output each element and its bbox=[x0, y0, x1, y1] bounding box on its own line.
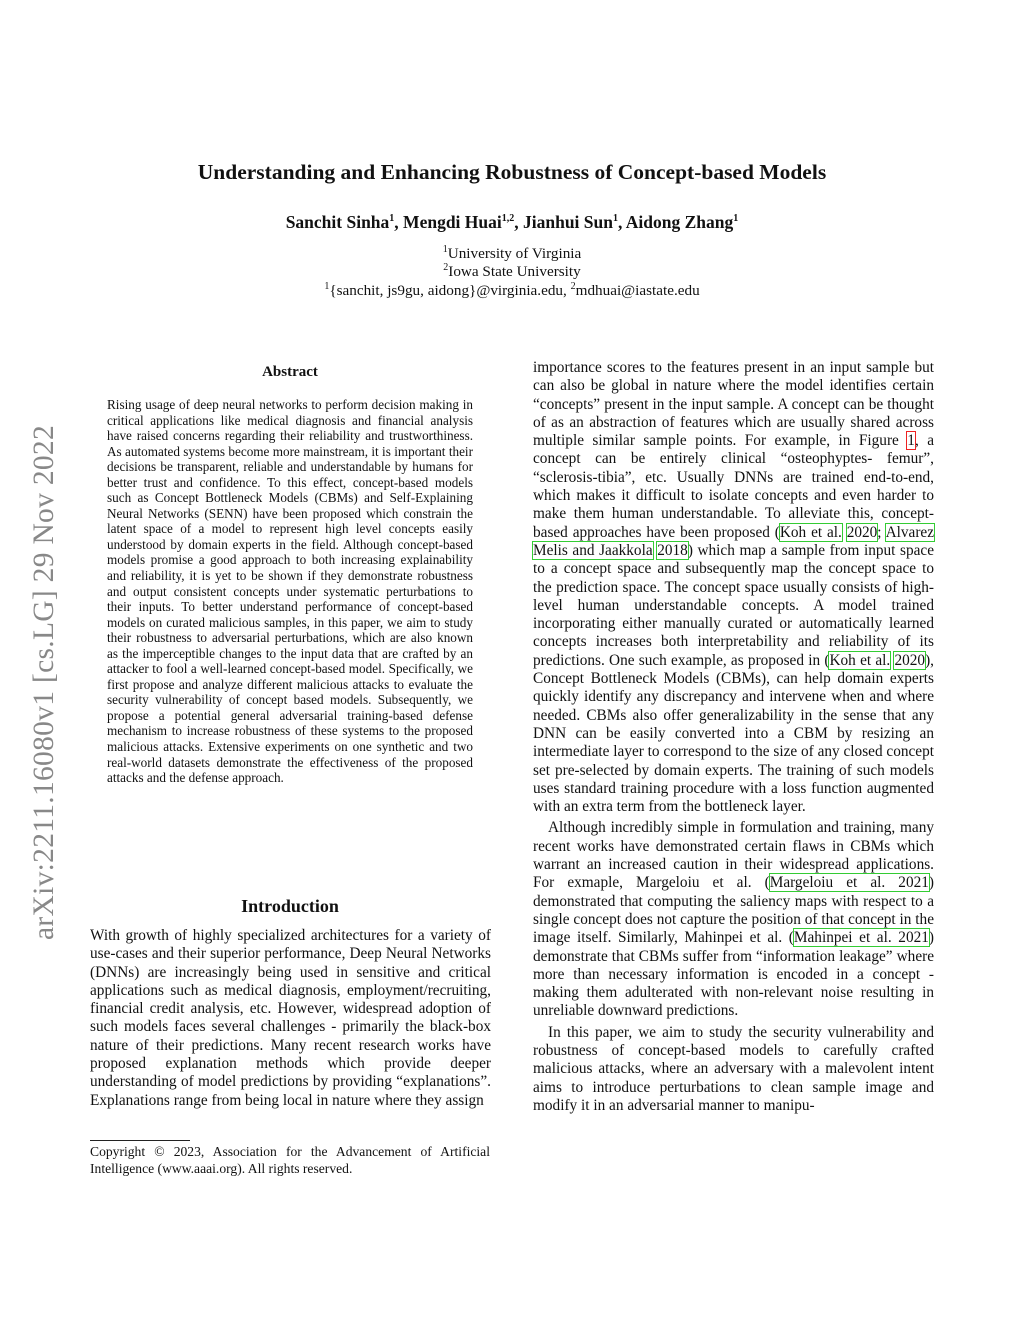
arxiv-identifier: arXiv:2211.16080v1 [cs.LG] 29 Nov 2022 bbox=[28, 424, 60, 940]
body-paragraph bbox=[90, 927, 491, 1110]
citation-link[interactable]: Alvarez Melis and Jaakkola bbox=[533, 523, 934, 559]
emails bbox=[0, 281, 1024, 300]
affiliation bbox=[0, 244, 1024, 263]
right-column-body bbox=[533, 359, 934, 1115]
citation-link[interactable]: 2020 bbox=[846, 523, 878, 541]
citation-link[interactable]: Mahinpei et al. 2021 bbox=[793, 929, 929, 947]
body-text: In this paper, we aim to study the security vulnerability and robustness of concept-based models to carefully crafted malicious attacks, where an adversary with a malevolent intent aims to introduce perturbations to clean sample image and modify it in an adversarial manner to manipu- bbox=[533, 1023, 934, 1114]
author-affil-sup: 1,2 bbox=[501, 213, 515, 225]
affil-sup: 1 bbox=[442, 244, 448, 255]
affil-sup: 1 bbox=[324, 281, 330, 292]
body-text: ) demonstrated that computing the saliency maps with respect to a single concept does not capture the position of that concept in the image itself. Similarly, Mahinpei et al. ( bbox=[533, 874, 934, 947]
copyright-footnote: Copyright © 2023, Association for the Advancement of Artificial Intelligence (www.aaai.org). All rights reserved. bbox=[90, 1144, 490, 1176]
affil-sup: 2 bbox=[570, 281, 576, 292]
left-column-body bbox=[90, 927, 491, 1110]
citation-link[interactable]: 2020 bbox=[894, 651, 926, 669]
body-paragraph bbox=[533, 359, 934, 816]
body-text: ), Concept Bottleneck Models (CBMs), can help domain experts quickly identify any discrepancy and intervene when and where needed. CBMs also offer generalizability in the sense that any DNN can be easily converted into a CBM by resizing an intermediate layer to correspond to the size of any closed concept set pre-selected by domain experts. The training of such models uses standard training procedure with a loss function augmented with an extra term from the bottleneck layer. bbox=[533, 651, 934, 816]
affil-text: University of Virginia bbox=[447, 245, 582, 263]
author-affil-sup: 1 bbox=[389, 213, 395, 225]
figure-ref-link[interactable]: 1 bbox=[907, 432, 915, 450]
author-name: Aidong Zhang bbox=[625, 212, 734, 232]
abstract-text: Rising usage of deep neural networks to perform decision making in critical applications like medical diagnosis and financial analysis have raised concerns regarding their reliability and trustworthiness. As automated systems become more mainstream, it is important their decisions be transparent, reliable and understandable by humans for better trust and confidence. To this effect, concept-based models such as Concept Bottleneck Models (CBMs) and Self-Explaining Neural Networks (SENN) have been proposed which constrain the latent space of a model to represent high level concepts easily understood by domain experts in the field. Although concept-based models promise a good approach to both increasing explainability and reliability, it is yet to be shown if they demonstrate robustness and output consistent concepts under systematic perturbations to their inputs. To better understand performance of concept-based models on curated malicious samples, in this paper, we aim to study their robustness to adversarial perturbations, which are also known as the imperceptible changes to the input data that are crafted by an attacker to fool a well-learned concept-based model. Specifically, we first propose and analyze different malicious attacks to evaluate the security vulnerability of concept based models. Subsequently, we propose a potential general adversarial training-based defense mechanism to increase robustness of these systems to the proposed malicious attacks. Extensive experiments on one synthetic and two real-world datasets demonstrate the effectiveness of the proposed attacks and the defense approach. bbox=[107, 397, 473, 786]
email-text: mdhuai@iastate.edu bbox=[575, 282, 700, 300]
citation-link[interactable]: Margeloiu et al. 2021 bbox=[769, 874, 929, 892]
introduction-heading: Introduction bbox=[241, 896, 339, 916]
body-text: Although incredibly simple in formulation and training, many recent works have demonstrated certain flaws in CBMs which warrant an increased caution in their widespread applications. For exmaple, Margeloiu et al. ( bbox=[533, 819, 934, 892]
affiliation bbox=[0, 262, 1024, 281]
body-text: , a concept can be entirely clinical “osteophyptes- femur”, “sclerosis-tibia”, etc. Usually DNNs are trained end-to-end, which makes it difficult to isolate concepts and even harder to make them human understandable. To alleviate this, concept-based approaches have been proposed ( bbox=[533, 432, 934, 541]
author-name: Jianhui Sun bbox=[523, 212, 613, 232]
author-list: Sanchit Sinha$^1$, Mengdi Huai$^{1,2}$, Jianhui Sun$^1$, Aidong Zhang$^1$ bbox=[285, 212, 739, 232]
body-text bbox=[842, 524, 847, 541]
footnote-rule bbox=[90, 1140, 190, 1141]
email-text: {sanchit, js9gu, aidong}@virginia.edu, bbox=[329, 282, 571, 300]
affil-text: Iowa State University bbox=[448, 263, 581, 281]
body-text: ) which map a sample from input space to a concept space and subsequently map the concept space to the prediction space. The concept space usually consists of high-level human understandable concepts. A model trained incorporating either manually curated or automatically learned concepts increases both interpretability and reliability of its predictions. One such example, as proposed in ( bbox=[533, 541, 934, 669]
author-affil-sup: 1 bbox=[733, 213, 739, 225]
body-text: With growth of highly specialized architectures for a variety of use-cases and their superior performance, Deep Neural Networks (DNNs) are increasingly being used in sensitive and critical applications such as medical diagnosis, employment/recruiting, financial credit analysis, etc. However, widespread adoption of such models faces several challenges - primarily the black-box nature of their predictions. Many recent research works have proposed explanation methods which provide deeper understanding of model predictions by providing “explanations”. Explanations range from being local in nature where they assign bbox=[90, 927, 491, 1109]
author-affil-sup: 1 bbox=[613, 213, 618, 225]
citation-link[interactable]: Koh et al. bbox=[829, 651, 891, 669]
citation-link[interactable]: Koh et al. bbox=[779, 523, 842, 541]
body-paragraph bbox=[533, 819, 934, 1020]
body-paragraph bbox=[533, 1024, 934, 1115]
author-name: Sanchit Sinha bbox=[285, 212, 390, 232]
author-name: Mengdi Huai bbox=[403, 212, 502, 232]
body-text: importance scores to the features present in an input sample but can also be global in nature where the model identifies certain “concepts” present in the input sample. A concept can be thought of as an abstraction of features which are usually shared across multiple similar sample points. For example, in Figure bbox=[533, 359, 934, 450]
abstract-heading: Abstract bbox=[262, 364, 318, 380]
body-text: ; bbox=[877, 523, 886, 541]
affil-sup: 2 bbox=[443, 262, 449, 273]
paper-title: Understanding and Enhancing Robustness of Concept-based Models bbox=[197, 160, 827, 184]
body-text: ) demonstrate that CBMs suffer from “information leakage” where more than necessary information is encoded in a concept - making them adulterated with non-relevant noise resulting in unreliable downward predictions. bbox=[533, 929, 934, 1020]
citation-link[interactable]: 2018 bbox=[657, 541, 688, 559]
